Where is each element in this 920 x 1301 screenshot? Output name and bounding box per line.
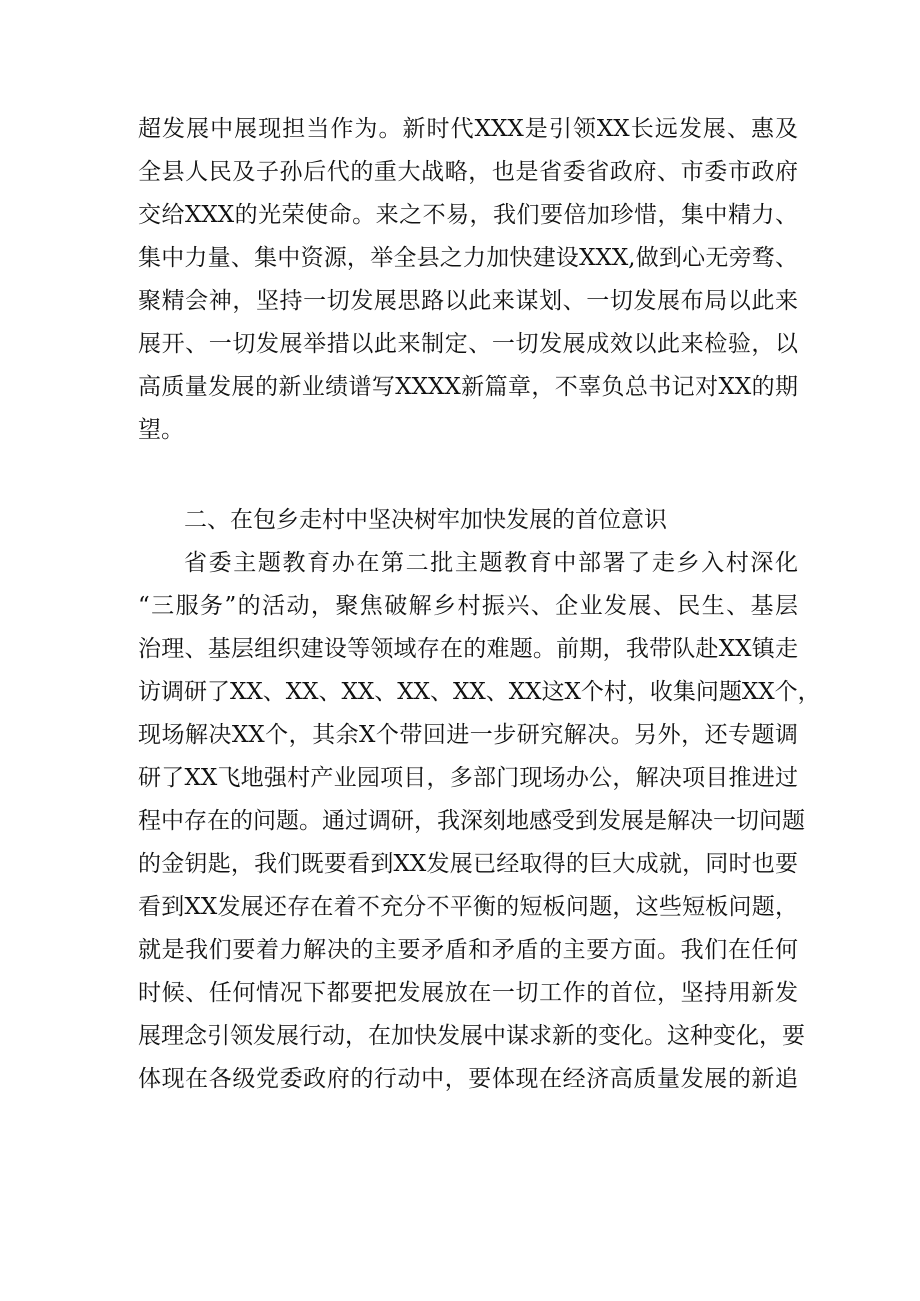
paragraph-line: 聚精会神，坚持一切发展思路以此来谋划、一切发展布局以此来 <box>138 288 798 314</box>
paragraph-line: “三服务”的活动，聚焦破解乡村振兴、企业发展、民生、基层 <box>138 593 798 619</box>
paragraph-line: 全县人民及子孙后代的重大战略，也是省委省政府、市委市政府 <box>138 159 798 185</box>
paragraph-line: 体现在各级党委政府的行动中，要体现在经济高质量发展的新追 <box>138 1066 798 1092</box>
paragraph-line: 集中力量、集中资源，举全县之力加快建设XXX,做到心无旁骛、 <box>138 245 798 271</box>
paragraph-line: 望。 <box>138 417 184 443</box>
paragraph-line: 研了XX飞地强村产业园项目，多部门现场办公，解决项目推进过 <box>138 765 798 791</box>
paragraph-line: 的金钥匙，我们既要看到XX发展已经取得的巨大成就，同时也要 <box>138 851 798 877</box>
paragraph-line: 治理、基层组织建设等领域存在的难题。前期，我带队赴XX镇走 <box>138 636 798 662</box>
paragraph-2 <box>138 542 821 1101</box>
paragraph-line: 看到XX发展还存在着不充分不平衡的短板问题，这些短板问题， <box>138 894 798 920</box>
paragraph-line: 现场解决XX个，其余X个带回进一步研究解决。另外，还专题调 <box>138 722 798 748</box>
paragraph-line: 交给XXX的光荣使命。来之不易，我们要倍加珍惜，集中精力、 <box>138 202 798 228</box>
paragraph-line: 省委主题教育办在第二批主题教育中部署了走乡入村深化 <box>184 550 798 576</box>
paragraph-line: 时候、任何情况下都要把发展放在一切工作的首位，坚持用新发 <box>138 980 798 1006</box>
paragraph-line: 就是我们要着力解决的主要矛盾和矛盾的主要方面。我们在任何 <box>138 937 798 963</box>
paragraph-line: 访调研了XX、XX、XX、XX、XX、XX这X个村，收集问题XX个， <box>138 679 821 705</box>
paragraph-line: 展开、一切发展举措以此来制定、一切发展成效以此来检验，以 <box>138 331 798 357</box>
paragraph-line: 程中存在的问题。通过调研，我深刻地感受到发展是解决一切问题 <box>138 808 805 834</box>
paragraph-line: 超发展中展现担当作为。新时代XXX是引领XX长远发展、惠及 <box>138 116 798 142</box>
paragraph-1 <box>138 108 798 452</box>
section-heading: 二、在包乡走村中坚决树牢加快发展的首位意识 <box>184 507 667 533</box>
paragraph-line: 高质量发展的新业绩谱写XXXX新篇章，不辜负总书记对XX的期 <box>138 374 798 400</box>
paragraph-line: 展理念引领发展行动，在加快发展中谋求新的变化。这种变化，要 <box>138 1023 805 1049</box>
section-heading-2 <box>138 499 798 542</box>
